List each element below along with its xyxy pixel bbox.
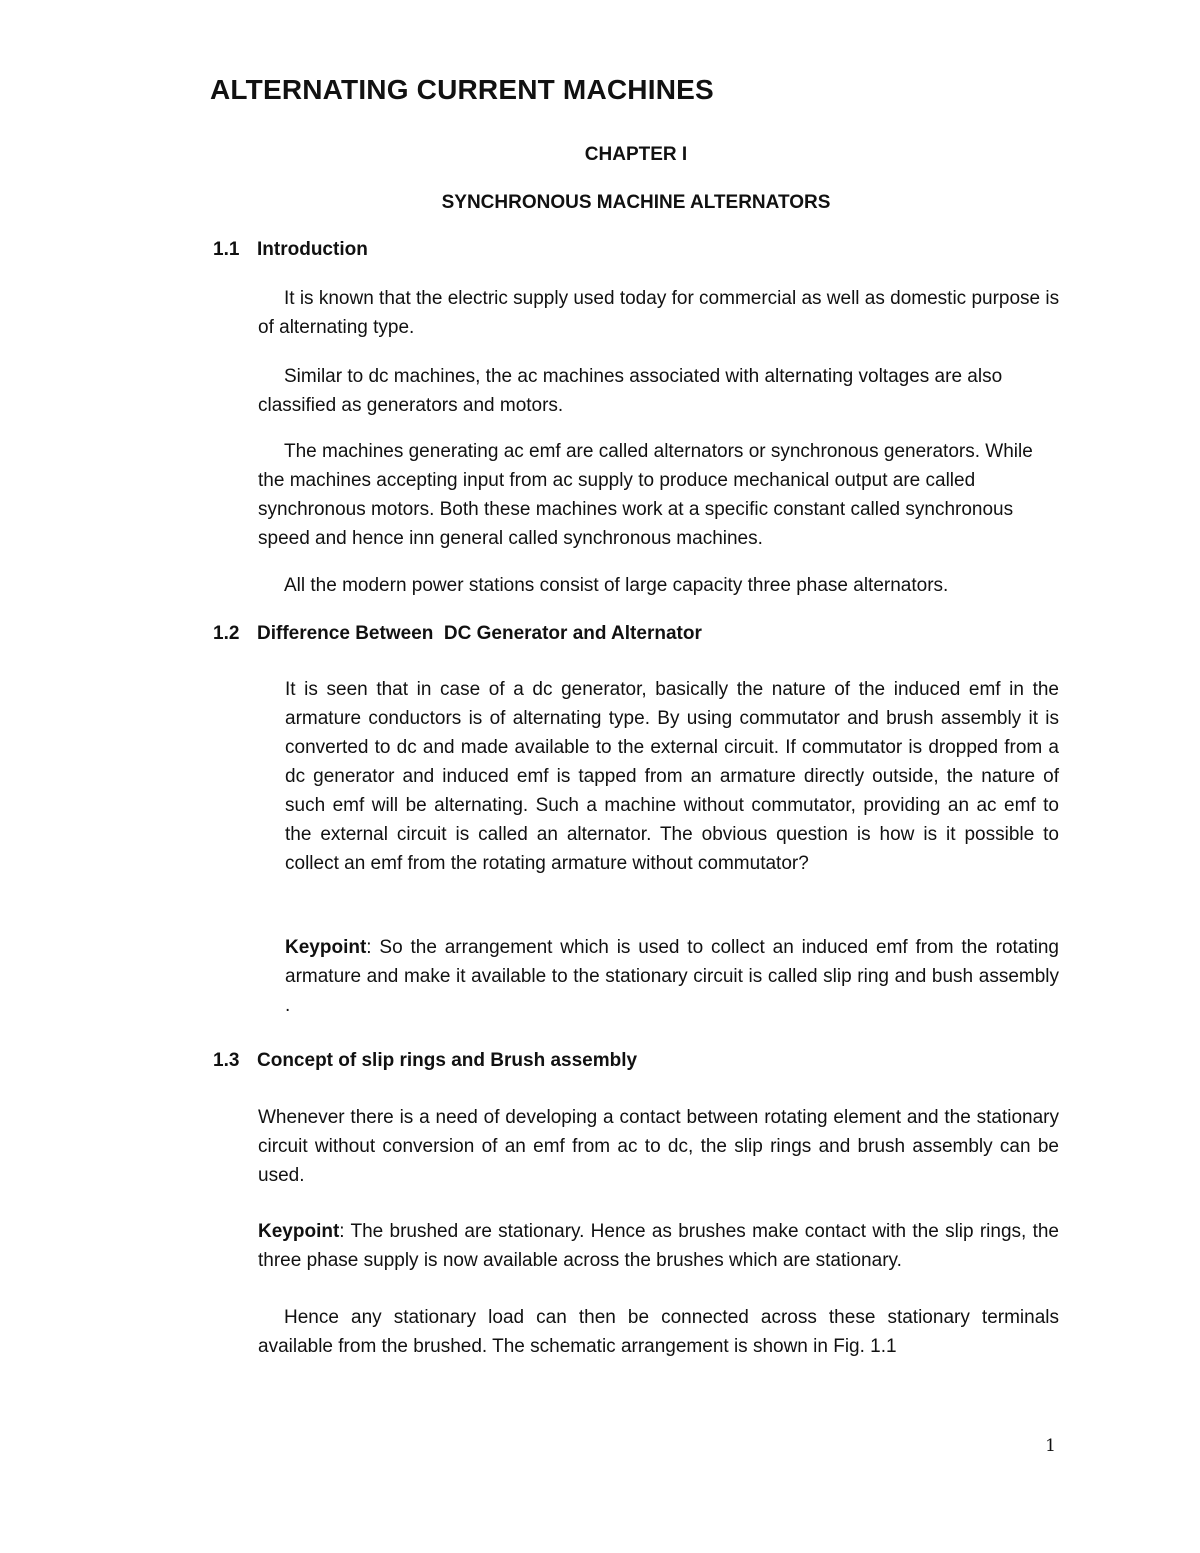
page-number: 1 — [1045, 1436, 1056, 1456]
section-title: Introduction — [257, 239, 368, 260]
intro-paragraph-2: Similar to dc machines, the ac machines associated with alternating voltages are also classified as generators and motors. — [258, 366, 1003, 416]
intro-paragraph-1: It is known that the electric supply used today for commercial as well as domestic purpose is of alternating type. — [258, 288, 1060, 338]
section-heading-difference — [213, 621, 702, 647]
intro-paragraph-3: The machines generating ac emf are called alternators or synchronous generators. While the machines accepting input from ac supply to produce mechanical output are called synchronous motors. Both these machines work at a specific constant called synchronous speed and hence inn general called synchronous machines. — [258, 441, 1033, 549]
chapter-title: SYNCHRONOUS MACHINE ALTERNATORS — [441, 192, 831, 213]
keypoint-text: : So the arrangement which is used to collect an induced emf from the rotating armature and make it available to the stationary circuit is called slip ring and bush assembly . — [285, 937, 1059, 1016]
keypoint-text: : The brushed are stationary. Hence as brushes make contact with the slip rings, the three phase supply is now available across the brushes which are stationary. — [258, 1221, 1059, 1271]
section-heading-slip-rings — [213, 1048, 637, 1074]
section-title: Concept of slip rings and Brush assembly — [257, 1050, 638, 1071]
keypoint-slip-ring — [285, 933, 1059, 1020]
keypoint-label: Keypoint — [258, 1221, 340, 1242]
section-number: 1.1 — [213, 239, 240, 260]
keypoint-label: Keypoint — [285, 937, 367, 958]
slip-rings-paragraph: Whenever there is a need of developing a contact between rotating element and the stationary circuit without conversion of an emf from ac to dc, the slip rings and brush assembly can be used. — [258, 1107, 1059, 1186]
section-title: Difference Between DC Generator and Alternator — [257, 623, 702, 644]
keypoint-brushes — [258, 1217, 1059, 1275]
section-heading-introduction — [213, 237, 368, 263]
section-number: 1.2 — [213, 623, 240, 644]
chapter-label: CHAPTER I — [584, 144, 688, 165]
closing-paragraph: Hence any stationary load can then be connected across these stationary terminals available from the brushed. The schematic arrangement is shown in Fig. 1.1 — [258, 1307, 1059, 1357]
difference-paragraph: It is seen that in case of a dc generator, basically the nature of the induced emf in the armature conductors is of alternating type. By using commutator and brush assembly it is converted to dc and made available to the external circuit. If commutator is dropped from a dc generator and induced emf is tapped from an armature directly outside, the nature of such emf will be alternating. Such a machine without commutator, providing an ac emf to the external circuit is called an alternator. The obvious question is how is it possible to collect an emf from the rotating armature without commutator? — [285, 679, 1059, 874]
section-number: 1.3 — [213, 1050, 240, 1071]
intro-paragraph-4: All the modern power stations consist of large capacity three phase alternators. — [284, 575, 949, 596]
page-title: ALTERNATING CURRENT MACHINES — [210, 74, 714, 105]
